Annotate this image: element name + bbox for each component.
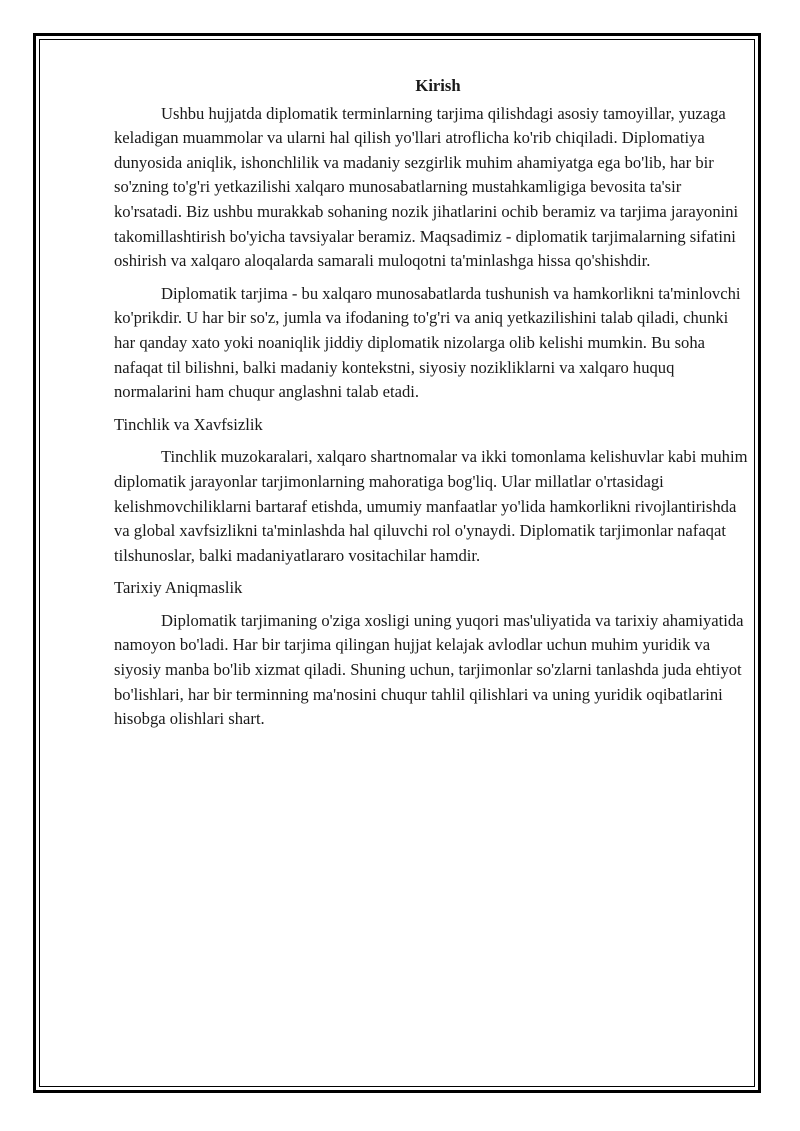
document-body <box>114 74 752 740</box>
section-heading-historical: Tarixiy Aniqmaslik <box>114 578 243 598</box>
intro-paragraph-2: Diplomatik tarjima - bu xalqaro munosabatlarda tushunish va hamkorlikni ta'minlovchi ko'prikdir. U har bir so'z, jumla va ifodaning to'g'ri va aniq yetkazilishini talab qiladi, chunki har qanday xato yoki noaniqlik jiddiy diplomatik nizolarga olib kelishi mumkin. Bu soha nafaqat til bilishni, balki madaniy kontekstni, siyosiy nozikliklarni va xalqaro huquq normalarini ham chuqur anglashni talab etadi. <box>114 283 741 402</box>
section-paragraph-peace-security: Tinchlik muzokaralari, xalqaro shartnomalar va ikki tomonlama kelishuvlar kabi muhim diplomatik jarayonlar tarjimonlarning mahoratiga bog'liq. Ular millatlar o'rtasidagi kelishmovchiliklarni bartaraf etishda, umumiy manfaatlar yo'lida hamkorlikni rivojlantirishda va global xavfsizlikni ta'minlashda hal qiluvchi rol o'ynaydi. Diplomatik tarjimonlar nafaqat tilshunoslar, balki madaniyatlararo vositachilar hamdir. <box>114 447 748 565</box>
intro-paragraph-1: Ushbu hujjatda diplomatik terminlarning tarjima qilishdagi asosiy tamoyillar, yuzaga keladigan muammolar va ularni hal qilish yo'llari atroflicha ko'rib chiqiladi. Diplomatiya dunyosida aniqlik, ishonchlilik va madaniy sezgirlik muhim ahamiyatga ega bo'lib, har bir so'zning to'g'ri yetkazilishi xalqaro munosabatlarning mustahkamligiga bevosita ta'sir ko'rsatadi. Biz ushbu murakkab sohaning nozik jihatlarini ochib beramiz va tarjima jarayonini takomillashtirish bo'yicha tavsiyalar beramiz. Maqsadimiz - diplomatik tarjimalarning sifatini oshirish va xalqaro aloqalarda samarali muloqotni ta'minlashga hissa qo'shishdir. <box>114 103 739 271</box>
document-title: Kirish <box>415 76 461 95</box>
section-heading-peace-security: Tinchlik va Xavfsizlik <box>114 414 263 434</box>
section-paragraph-historical: Diplomatik tarjimaning o'ziga xosligi uning yuqori mas'uliyatida va tarixiy ahamiyatida namoyon bo'ladi. Har bir tarjima qilingan hujjat kelajak avlodlar uchun muhim yuridik va siyosiy manba bo'lib xizmat qiladi. Shuning uchun, tarjimonlar so'zlarni tanlashda juda ehtiyot bo'lishlari, har bir terminning ma'nosini chuqur tahlil qilishlari va uning yuridik oqibatlarini hisobga olishlari shart. <box>114 610 744 729</box>
